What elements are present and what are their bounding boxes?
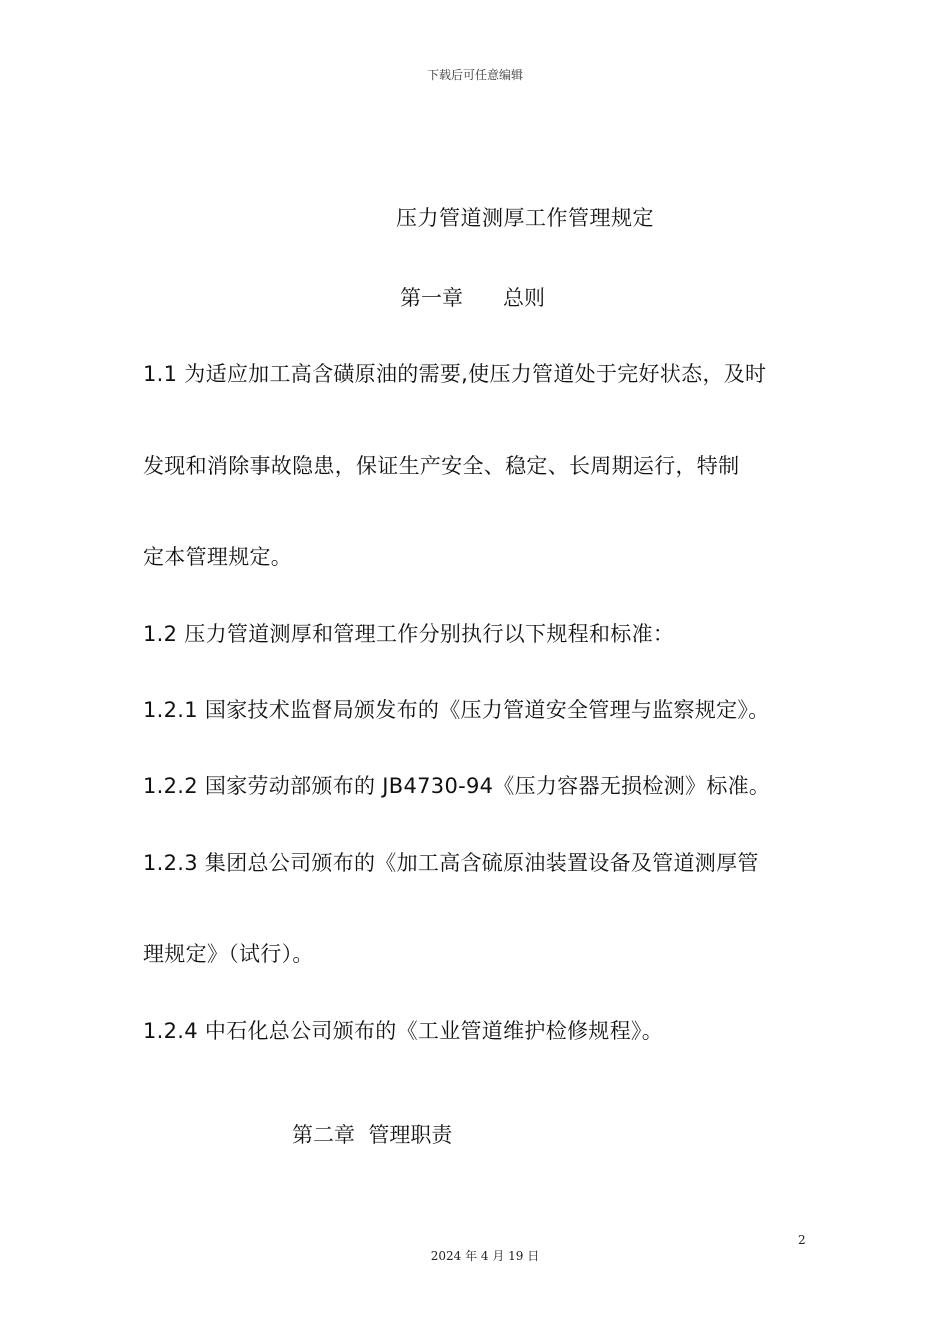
- paragraph-line: 1.1 为适应加工高含磺原油的需要,使压力管道处于完好状态，及时: [143, 362, 767, 386]
- document-title: 压力管道测厚工作管理规定: [396, 206, 654, 230]
- paragraph-line: 1.2.4 中石化总公司颁布的《工业管道维护检修规程》。: [143, 1019, 664, 1043]
- paragraph-line: 1.2 压力管道测厚和管理工作分别执行以下规程和标准：: [143, 622, 675, 646]
- paragraph-line: 1.2.3 集团总公司颁布的《加工高含硫原油装置设备及管道测厚管: [143, 851, 759, 875]
- header-note: 下载后可任意编辑: [426, 68, 523, 82]
- chapter-heading-2: 第二章 管理职责: [292, 1123, 453, 1147]
- footer-date: 2024 年 4 月 19 日: [430, 1249, 540, 1263]
- paragraph-line: 发现和消除事故隐患，保证生产安全、稳定、长周期运行，特制: [143, 454, 740, 478]
- paragraph-line: 1.2.1 国家技术监督局颁发布的《压力管道安全管理与监察规定》。: [143, 698, 770, 722]
- paragraph-line: 定本管理规定。: [143, 545, 293, 569]
- chapter-heading-1: 第一章 总则: [400, 286, 546, 310]
- paragraph-line: 1.2.2 国家劳动部颁布的 JB4730-94《压力容器无损检测》标准。: [143, 774, 771, 798]
- page-number: 2: [798, 1233, 806, 1247]
- paragraph-line: 理规定》（试行）。: [143, 942, 314, 966]
